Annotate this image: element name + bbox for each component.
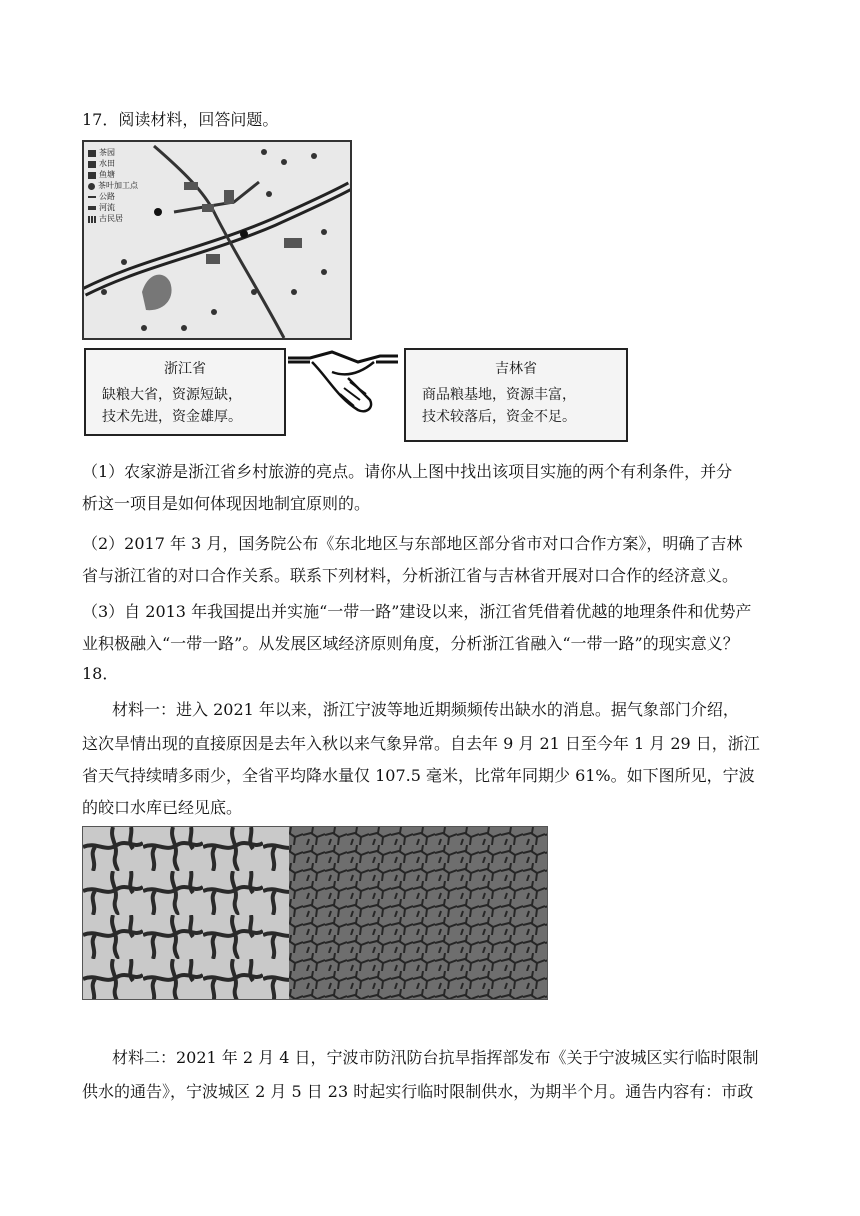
legend-item: 河流 [88,203,115,213]
legend-item: 公路 [88,192,115,202]
legend-item: 水田 [88,159,115,169]
q17-question-line: 业积极融入“一带一路”。从发展区域经济原则角度，分析浙江省融入“一带一路”的现实意义？ [82,634,739,653]
zhejiang-line2: 技术先进，资金雄厚。 [102,409,242,425]
jilin-box [404,348,628,442]
map-drawing [84,142,350,338]
legend-item: 鱼塘 [88,170,115,180]
q17-question-line: （2）2017 年 3 月，国务院公布《东北地区与东部地区部分省市对口合作方案》，明确了吉林 [82,534,743,553]
material2-line: 材料二：2021 年 2 月 4 日，宁波市防汛防台抗旱指挥部发布《关于宁波城区实行临时限制 [112,1048,759,1067]
legend-item: 茶园 [88,148,115,158]
q17-question-line: 省与浙江省的对口合作关系。联系下列材料，分析浙江省与吉林省开展对口合作的经济意义。 [82,566,739,585]
material1-line: 这次旱情出现的直接原因是去年入秋以来气象异常。自去年 9 月 21 日至今年 1 月 29 日，浙江 [82,734,760,753]
jilin-line2: 技术较落后，资金不足。 [422,409,576,425]
zhejiang-title: 浙江省 [164,361,206,377]
q18-heading: 18． [82,664,119,683]
zhejiang-line1: 缺粮大省，资源短缺， [102,387,242,403]
material2-line: 供水的通告》，宁波城区 2 月 5 日 23 时起实行临时限制供水，为期半个月。通告内容有：市政 [82,1082,754,1101]
q17-question-line: 析这一项目是如何体现因地制宜原则的。 [82,494,371,513]
legend-item: 茶叶加工点 [88,181,138,191]
legend-item: 古民居 [88,214,123,224]
material1-line: 省天气持续晴多雨少，全省平均降水量仅 107.5 毫米，比常年同期少 61%。如下图所见，宁波 [82,766,755,785]
q17-question-line: （3）自 2013 年我国提出并实施“一带一路”建设以来，浙江省凭借着优越的地理条件和优势产 [82,602,752,621]
jilin-line1: 商品粮基地，资源丰富， [422,387,576,403]
jilin-title: 吉林省 [495,361,537,377]
handshake-icon [288,348,398,428]
material1-line: 材料一：进入 2021 年以来，浙江宁波等地近期频频传出缺水的消息。据气象部门介绍， [112,700,739,719]
dry-reservoir-photo [82,826,548,1000]
zhejiang-box [84,348,286,436]
cracked-earth-image [83,827,547,999]
q17-question-line: （1）农家游是浙江省乡村旅游的亮点。请你从上图中找出该项目实施的两个有利条件，并分 [82,462,733,481]
village-map [82,140,352,340]
material1-line: 的皎口水库已经见底。 [82,798,243,817]
q17-heading: 17．阅读材料，回答问题。 [82,110,279,129]
